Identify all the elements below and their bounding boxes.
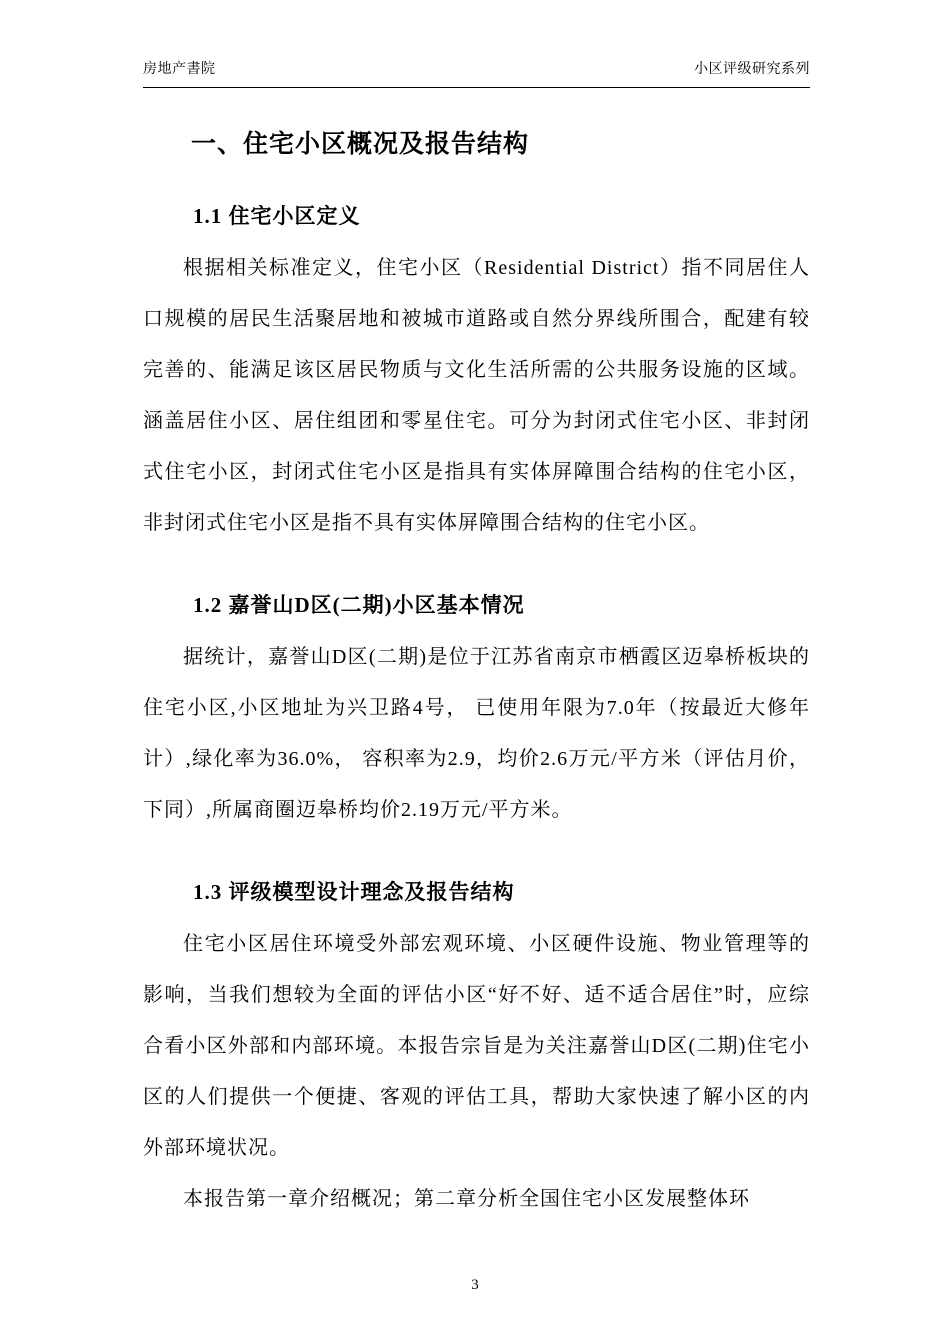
header-left-text: 房地产書院 [143, 62, 216, 77]
page-header [143, 58, 810, 88]
header-right-text: 小区评级研究系列 [694, 62, 810, 77]
page-footer [0, 1277, 950, 1294]
section-3-paragraph-1: 住宅小区居住环境受外部宏观环境、小区硬件设施、物业管理等的影响，当我们想较为全面的评估小区“好不好、适不适合居住”时，应综合看小区外部和内部环境。本报告宗旨是为关注嘉誉山D区(二期)住宅小区的人们提供一个便捷、客观的评估工具，帮助大家快速了解小区的内外部环境状况。 [143, 933, 810, 1159]
section-title-1-2: 1.2 嘉誉山D区(二期)小区基本情况 [193, 593, 525, 617]
section-1-paragraph: 根据相关标准定义，住宅小区（Residential District）指不同居住人口规模的居民生活聚居地和被城市道路或自然分界线所围合，配建有较完善的、能满足该区居民物质与文化生活所需的公共服务设施的区域。涵盖居住小区、居住组团和零星住宅。可分为封闭式住宅小区、非封闭式住宅小区，封闭式住宅小区是指具有实体屏障围合结构的住宅小区，非封闭式住宅小区是指不具有实体屏障围合结构的住宅小区。 [143, 257, 810, 534]
section-title-1-3: 1.3 评级模型设计理念及报告结构 [193, 880, 515, 904]
page-number: 3 [471, 1277, 479, 1293]
chapter-title: 一、住宅小区概况及报告结构 [191, 131, 530, 158]
section-2-paragraph: 据统计，嘉誉山D区(二期)是位于江苏省南京市栖霞区迈皋桥板块的住宅小区,小区地址为兴卫路4号， 已使用年限为7.0年（按最近大修年计）,绿化率为36.0%， 容积率为2.9，均价2.6万元/平方米（评估月价，下同）,所属商圈迈皋桥均价2.19万元/平方米。 [143, 646, 810, 821]
document-body [143, 124, 810, 1225]
section-title-1-1: 1.1 住宅小区定义 [193, 204, 361, 228]
section-3-paragraph-2: 本报告第一章介绍概况；第二章分析全国住宅小区发展整体环 [183, 1188, 750, 1210]
